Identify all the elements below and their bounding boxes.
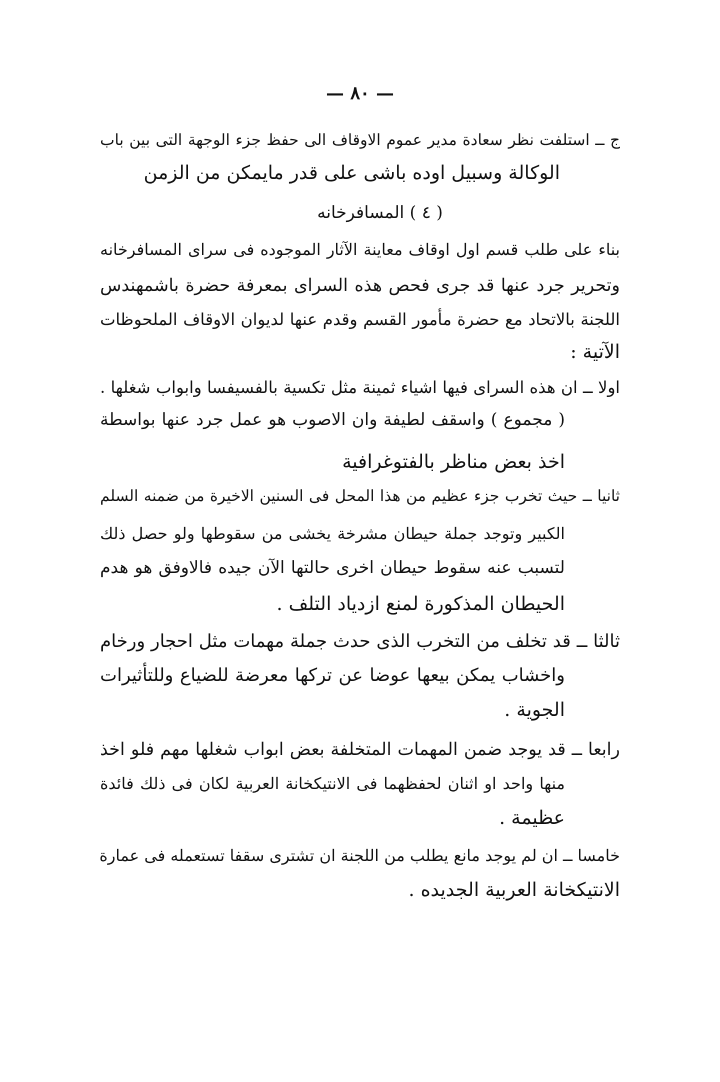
item-4-line-2: منها واحد او اثنان لحفظهما فى الانتيكخانة العربية لكان فى ذلك فائدة bbox=[100, 774, 565, 793]
intro-line-2: وتحرير جرد عنها قد جرى فحص هذه السراى بمعرفة حضرة باشمهندس bbox=[100, 276, 620, 296]
item-5-line-1: خامسا ــ ان لم يوجد مانع يطلب من اللجنة ان تشترى سقفا تستعمله فى عمارة bbox=[99, 846, 620, 865]
item-2-line-4: الحيطان المذكورة لمنع ازدياد التلف . bbox=[276, 593, 565, 615]
item-2-line-3: لتسبب عنه سقوط حيطان اخرى حالتها الآن جيده فالاوفق هو هدم bbox=[100, 558, 565, 578]
item-1-line-2: ( مجموع ) واسقف لطيفة وان الاصوب هو عمل جرد عنها بواسطة bbox=[100, 410, 565, 430]
item-1-line-1: اولا ــ ان هذه السراى فيها اشياء ثمينة مثل تكسية بالفسيفسا وابواب شغلها . bbox=[100, 378, 620, 397]
intro-line-1: بناء على طلب قسم اول اوقاف معاينة الآثار الموجوده فى سراى المسافرخانه bbox=[100, 240, 620, 259]
paragraph-c-line-2: الوكالة وسبيل اوده باشى على قدر مايمكن من الزمن bbox=[143, 162, 560, 184]
item-1-line-3: اخذ بعض مناظر بالفتوغرافية bbox=[342, 451, 565, 473]
item-3-line-2: واخشاب يمكن بيعها عوضا عن تركها معرضة للضياع وللتأثيرات bbox=[100, 665, 565, 686]
item-2-line-1: ثانيا ــ حيث تخرب جزء عظيم من هذا المحل فى السنين الاخيرة من ضمنه السلم bbox=[100, 487, 620, 505]
item-3-line-3: الجوية . bbox=[504, 699, 565, 721]
paragraph-c-line-1: ج ــ استلفت نظر سعادة مدير عموم الاوقاف الى حفظ جزء الوجهة التى بين باب bbox=[100, 131, 620, 149]
item-4-line-1: رابعا ــ قد يوجد ضمن المهمات المتخلفة بعض ابواب شغلها مهم فلو اخذ bbox=[100, 740, 620, 760]
section-heading: ( ٤ ) المسافرخانه bbox=[317, 203, 443, 223]
page-number: — ٨٠ — bbox=[326, 83, 394, 104]
item-5-line-2: الانتيكخانة العربية الجديده . bbox=[408, 879, 620, 901]
intro-line-4: الآتية : bbox=[570, 341, 620, 363]
item-3-line-1: ثالثا ــ قد تخلف من التخرب الذى حدث جملة مهمات مثل احجار ورخام bbox=[100, 631, 620, 652]
item-2-line-2: الكبير وتوجد جملة حيطان مشرخة يخشى من سقوطها ولو حصل ذلك bbox=[100, 524, 565, 543]
intro-line-3: اللجنة بالاتحاد مع حضرة مأمور القسم وقدم عنها لديوان الاوقاف الملحوظات bbox=[100, 310, 620, 329]
item-4-line-3: عظيمة . bbox=[499, 807, 565, 829]
